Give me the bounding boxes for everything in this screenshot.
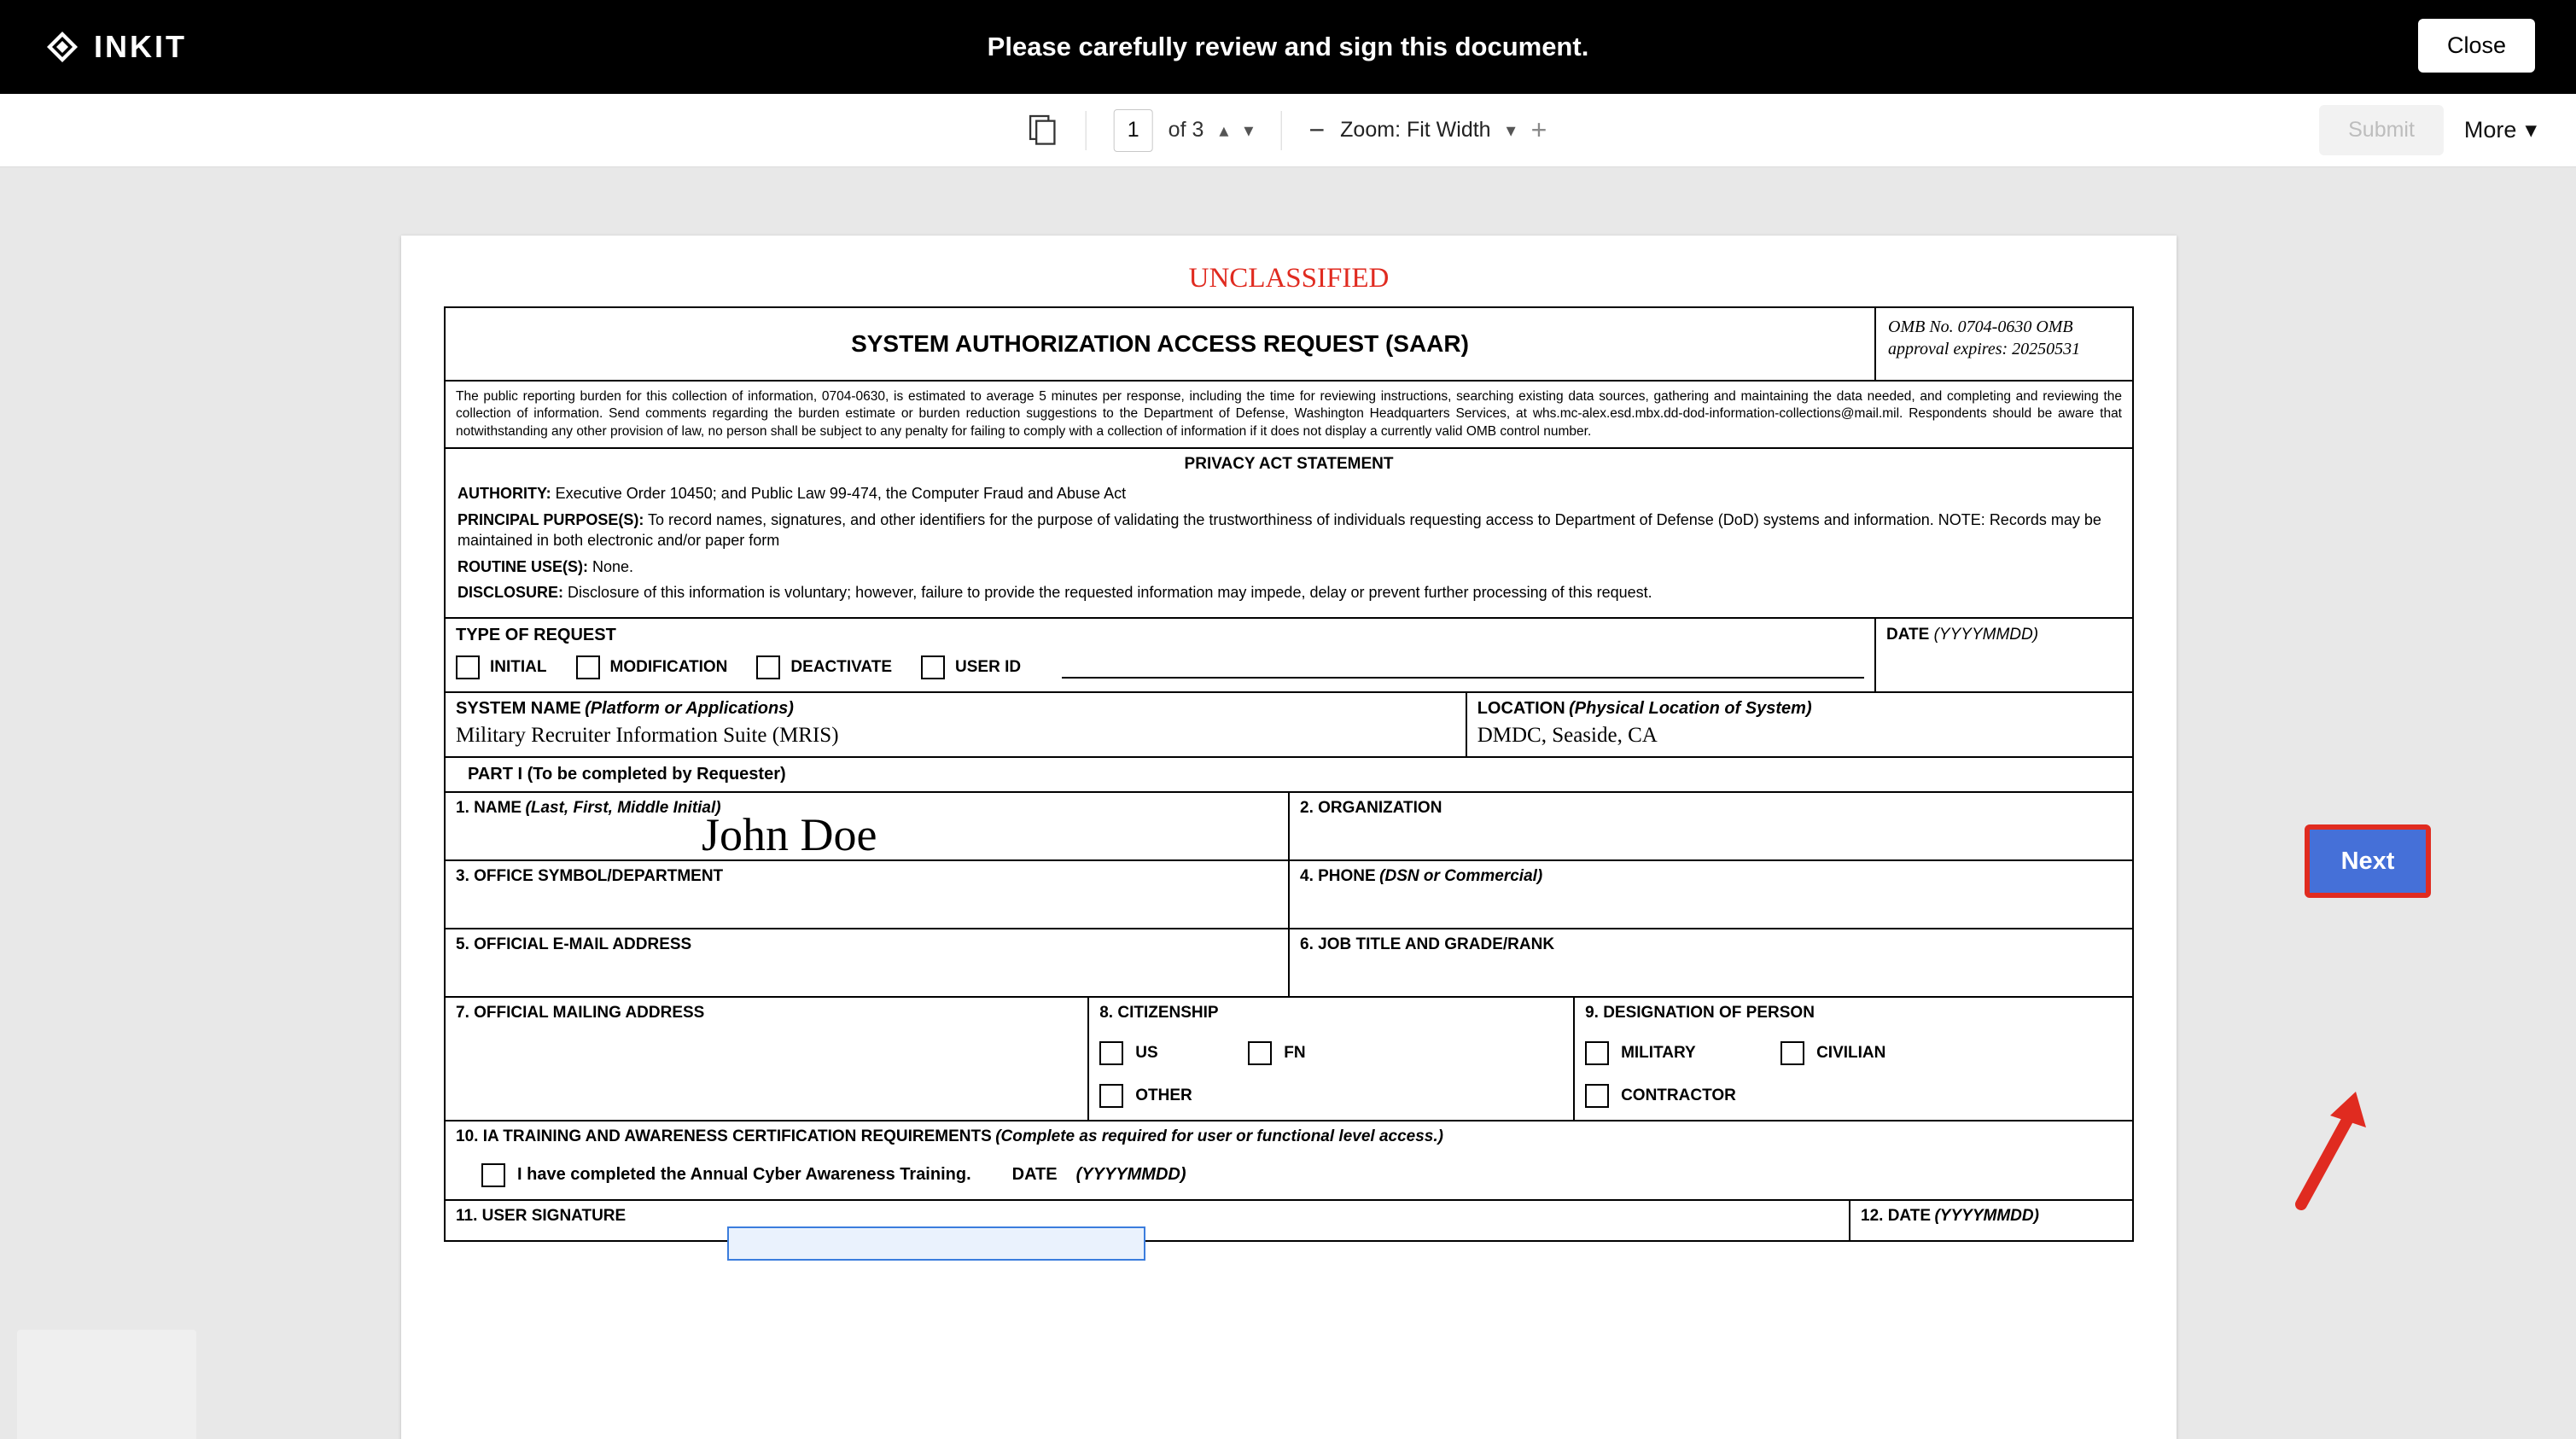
field-12	[1850, 1201, 2132, 1240]
ia-date-label: DATE	[1011, 1165, 1058, 1185]
field-8	[1089, 998, 1575, 1120]
label-user-id: USER ID	[955, 657, 1022, 676]
checkbox-citizenship-fn[interactable]	[1248, 1041, 1272, 1065]
label-initial: INITIAL	[490, 657, 547, 676]
checkbox-designation-civilian[interactable]	[1780, 1041, 1804, 1065]
field-4-label: 4. PHONE	[1300, 866, 1376, 885]
type-of-request-title: TYPE OF REQUEST	[456, 625, 616, 644]
location-hint: (Physical Location of System)	[1569, 698, 1812, 718]
omb-block: OMB No. 0704-0630 OMB approval expires: 20250531	[1888, 318, 2081, 358]
checkbox-user-id[interactable]	[921, 655, 945, 679]
field-7	[446, 998, 1089, 1120]
brand-name: INKIT	[94, 29, 187, 64]
label-citizenship-us: US	[1135, 1043, 1158, 1062]
page-total-label: of 3	[1168, 118, 1204, 142]
label-designation-civilian: CIVILIAN	[1816, 1043, 1886, 1062]
document-pages-icon[interactable]	[1029, 114, 1058, 147]
field-10	[446, 1121, 2132, 1201]
label-modification: MODIFICATION	[609, 657, 728, 676]
system-name-value: Military Recruiter Information Suite (MRIS)	[456, 723, 839, 747]
location-value: DMDC, Seaside, CA	[1477, 723, 1658, 747]
label-designation-contractor: CONTRACTOR	[1621, 1086, 1736, 1104]
field-11	[446, 1201, 1850, 1240]
checkbox-designation-contractor[interactable]	[1585, 1084, 1609, 1108]
field-9	[1575, 998, 2132, 1120]
privacy-act-body	[446, 483, 2132, 618]
page-title: Please carefully review and sign this document.	[987, 32, 1589, 61]
label-ia-training: I have completed the Annual Cyber Awareness Training.	[517, 1165, 971, 1185]
document-page-1	[401, 236, 2177, 1439]
field-1-label: 1. NAME	[456, 798, 522, 817]
system-name-label: SYSTEM NAME	[456, 698, 581, 718]
page-up-icon[interactable]: ▴	[1219, 119, 1229, 141]
field-2-label: 2. ORGANIZATION	[1300, 798, 1442, 817]
zoom-out-button[interactable]: −	[1308, 114, 1326, 145]
field-6-label: 6. JOB TITLE AND GRADE/RANK	[1300, 935, 1555, 953]
field-10-hint: (Complete as required for user or functional level access.)	[995, 1127, 1443, 1145]
field-9-label: 9. DESIGNATION OF PERSON	[1585, 1003, 1815, 1022]
saar-form	[444, 306, 2134, 1242]
toolbar-divider	[1086, 111, 1087, 150]
page-number-input[interactable]	[1114, 109, 1153, 152]
authority-text: Executive Order 10450; and Public Law 99-474, the Computer Fraud and Abuse Act	[555, 485, 1127, 503]
field-12-hint: (YYYYMMDD)	[1934, 1206, 2039, 1225]
field-4-hint: (DSN or Commercial)	[1379, 866, 1543, 885]
label-citizenship-fn: FN	[1284, 1043, 1306, 1062]
system-name-hint: (Platform or Applications)	[585, 698, 794, 718]
field-3-label: 3. OFFICE SYMBOL/DEPARTMENT	[456, 866, 724, 885]
next-button-wrapper	[2305, 824, 2431, 898]
checkbox-designation-military[interactable]	[1585, 1041, 1609, 1065]
document-toolbar	[0, 94, 2576, 167]
part-1-heading: PART I (To be completed by Requester)	[446, 758, 2132, 793]
red-arrow-up-icon	[2284, 1085, 2387, 1221]
label-designation-military: MILITARY	[1621, 1043, 1696, 1062]
authority-label: AUTHORITY:	[458, 485, 551, 503]
close-button[interactable]: Close	[2418, 19, 2535, 73]
page-down-icon[interactable]: ▾	[1244, 119, 1254, 141]
checkbox-modification[interactable]	[576, 655, 600, 679]
user-id-input[interactable]	[1062, 656, 1864, 679]
location-label: LOCATION	[1477, 698, 1565, 718]
classification-banner: UNCLASSIFIED	[1188, 263, 1390, 294]
disclosure-label: DISCLOSURE:	[458, 584, 564, 602]
zoom-level-label[interactable]: Zoom: Fit Width	[1340, 118, 1491, 142]
thumbnail-placeholder	[17, 1330, 196, 1439]
next-button[interactable]: Next	[2305, 824, 2431, 898]
request-date-format: (YYYYMMDD)	[1933, 625, 2039, 644]
more-label: More	[2463, 117, 2517, 143]
checkbox-citizenship-other[interactable]	[1099, 1084, 1123, 1108]
request-date-label: DATE	[1886, 625, 1930, 644]
checkbox-deactivate[interactable]	[756, 655, 780, 679]
ia-date-hint: (YYYYMMDD)	[1075, 1165, 1186, 1185]
app-header	[0, 0, 2576, 94]
chevron-down-icon: ▾	[2525, 117, 2537, 143]
signature-input[interactable]	[727, 1226, 1145, 1261]
submit-button[interactable]: Submit	[2319, 105, 2444, 155]
field-8-label: 8. CITIZENSHIP	[1099, 1003, 1219, 1022]
checkbox-initial[interactable]	[456, 655, 480, 679]
purpose-label: PRINCIPAL PURPOSE(S):	[458, 510, 644, 528]
burden-statement: The public reporting burden for this collection of information, 0704-0630, is estimated to average 5 minutes per response, including the time for reviewing instructions, searching existing data sources, gathering and maintaining the data needed, and completing and reviewing the collection of information. Send comments regarding the burden estimate or burden reduction suggestions to the Department of Defense, Washington Headquarters Services, at whs.mc-alex.esd.mbx.dd-dod-information-collections@mail.mil. Respondents should be aware that notwithstanding any other provision of law, no person shall be subject to any penalty for failing to comply with a collection of information if it does not display a currently valid OMB control number.	[446, 382, 2132, 449]
field-1-hint: (Last, First, Middle Initial)	[525, 798, 721, 817]
routine-text: None.	[592, 557, 634, 575]
checkbox-ia-training[interactable]	[481, 1163, 505, 1187]
field-5-label: 5. OFFICIAL E-MAIL ADDRESS	[456, 935, 692, 953]
disclosure-text: Disclosure of this information is voluntary; however, failure to provide the requested information may impede, delay or prevent further processing of this request.	[568, 584, 1652, 602]
document-canvas[interactable]	[0, 167, 2576, 1439]
field-7-label: 7. OFFICIAL MAILING ADDRESS	[456, 1003, 705, 1022]
field-1-value[interactable]: John Doe	[702, 808, 877, 860]
label-citizenship-other: OTHER	[1135, 1086, 1192, 1104]
field-12-label: 12. DATE	[1861, 1206, 1932, 1225]
checkbox-citizenship-us[interactable]	[1099, 1041, 1123, 1065]
more-menu-button[interactable]	[2459, 110, 2542, 150]
purpose-text: To record names, signatures, and other identifiers for the purpose of validating the trustworthiness of individuals requesting access to Department of Defense (DoD) systems and information. NOTE: Records may be maintained in both electronic and/or paper form	[458, 510, 2101, 550]
routine-label: ROUTINE USE(S):	[458, 557, 588, 575]
zoom-dropdown-icon[interactable]: ▾	[1506, 119, 1516, 141]
privacy-act-heading: PRIVACY ACT STATEMENT	[1184, 455, 1394, 474]
field-10-label: 10. IA TRAINING AND AWARENESS CERTIFICATION REQUIREMENTS	[456, 1127, 992, 1145]
zoom-in-button[interactable]: +	[1530, 114, 1547, 145]
form-title: SYSTEM AUTHORIZATION ACCESS REQUEST (SAAR)	[446, 308, 1876, 380]
toolbar-divider-2	[1280, 111, 1281, 150]
label-deactivate: DEACTIVATE	[790, 657, 892, 676]
field-11-label: 11. USER SIGNATURE	[456, 1206, 627, 1225]
